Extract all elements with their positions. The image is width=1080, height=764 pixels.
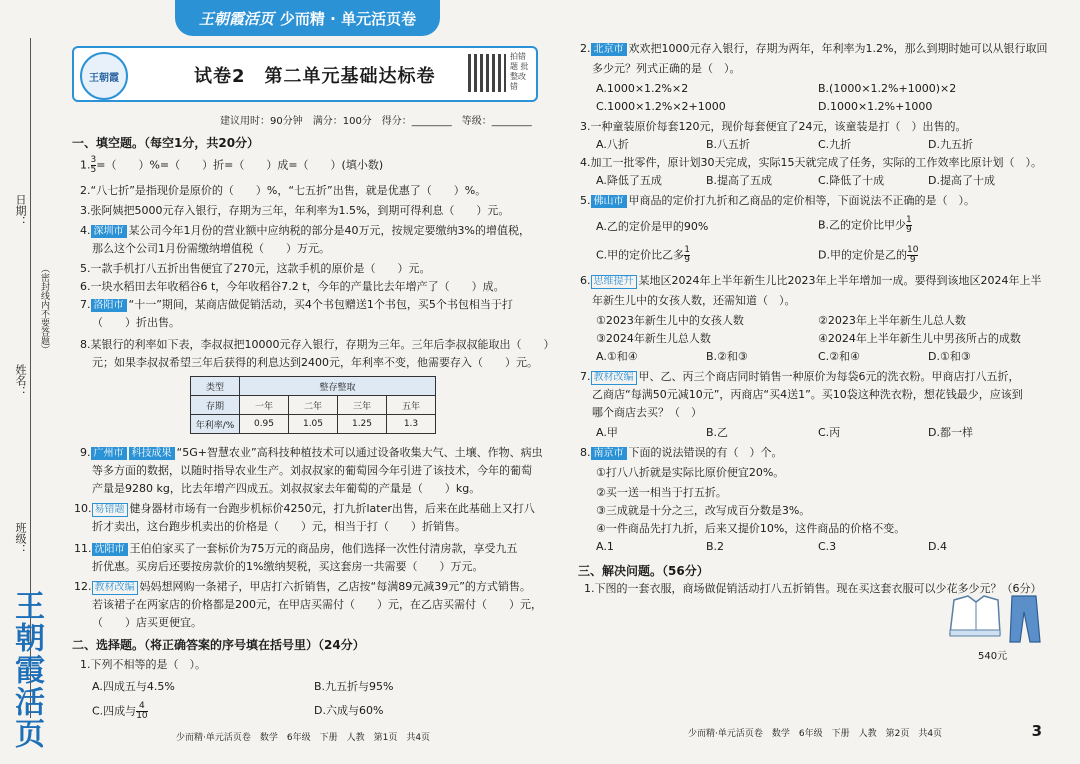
choice-q1-a: A.四成五与4.5%: [92, 680, 175, 693]
fill-q11: 11. 沈阳市 王伯伯家买了一套标价为75万元的商品房，他们选择一次性付清房款，享受九五: [74, 542, 518, 555]
page-number: 3: [1031, 722, 1042, 740]
fill-q7: 7. 洛阳市 “十一”期间，某商店做促销活动，买4个书包赠送1个书包，买5个书包相当于打: [80, 298, 513, 311]
choice-q6-b: B.②和③: [706, 350, 748, 363]
region-tag: 洛阳市: [91, 299, 127, 312]
fill-q12-cont2: （ ）店买更便宜。: [92, 616, 202, 629]
choice-q2-c: C.1000×1.2%×2+1000: [596, 100, 726, 113]
seal-notice: （密封线内不要答题）: [39, 264, 49, 354]
choice-q8-a: A.1: [596, 540, 614, 553]
choice-q2-b: B.(1000×1.2%+1000)×2: [818, 82, 957, 95]
choice-q2: 2. 北京市 欢欢把1000元存入银行，存期为两年，年利率为1.2%，那么到期时她可以从银行取回: [580, 42, 1048, 55]
section-1-heading: 一、填空题。（每空1分，共20分）: [72, 136, 260, 150]
fraction: $\frac{3}{5}$: [90, 155, 97, 175]
fill-q8: 8.某银行的利率如下表，李叔叔把10000元存入银行，存期为三年。三年后李叔叔能取出（ ）: [80, 338, 555, 351]
class-label: 班级：: [14, 522, 27, 555]
fill-q10-cont: 折才卖出，这台跑步机卖出的价格是（ ）元，相当于打（ ）折销售。: [92, 520, 466, 533]
table-cell: 二年: [289, 396, 338, 415]
table-cell: 三年: [338, 396, 387, 415]
choice-q5-a: A.乙的定价是甲的90%: [596, 220, 709, 233]
fill-q3: 3.张阿姨把5000元存入银行，存期为三年，年利率为1.5%，到期可得利息（ ）元。: [80, 204, 510, 217]
choice-q6: 6. 思维提升 某地区2024年上半年新生儿比2023年上半年增加一成。要得到该地区2024年上半: [580, 274, 1042, 287]
choice-q3-b: B.八五折: [706, 138, 751, 151]
fill-q5: 5.一款手机打八五折出售便宜了270元，这款手机的原价是（ ）元。: [80, 262, 431, 275]
choice-q1-b: B.九五折与95%: [314, 680, 394, 693]
choice-q1: 1.下列不相等的是（ ）。: [80, 658, 206, 671]
choice-q7-b: B.乙: [706, 426, 729, 439]
choice-q7: 7. 教材改编 甲、乙、丙三个商店同时销售一种原价为每袋6元的洗衣粉。甲商店打八五折，: [580, 370, 1020, 383]
choice-q1-d: D.六成与60%: [314, 704, 384, 717]
table-cell: 类型: [191, 377, 240, 396]
problem-q1: 1.下图的一套衣服，商场做促销活动打八五折销售。现在买这套衣服可以少花多少元？（6分）: [584, 582, 1042, 595]
fill-q7-cont: （ ）折出售。: [92, 316, 180, 329]
region-tag: 深圳市: [91, 225, 127, 238]
choice-q8-opt3: ③三成就是十分之三，改写成百分数是3%。: [596, 504, 811, 517]
brand-logo: 王朝霞: [80, 52, 128, 100]
choice-q7-cont1: 乙商店“每满50元减10元”，丙商店“买4送1”。买10袋这种洗衣粉，想花钱最少，应该到: [592, 388, 1023, 401]
choice-q8-b: B.2: [706, 540, 725, 553]
name-label: 姓名：: [14, 364, 27, 397]
choice-q3-a: A.八折: [596, 138, 629, 151]
section-3-heading: 三、解决问题。（56分）: [578, 564, 709, 578]
choice-q6-cont: 年新生儿中的女孩人数，还需知道（ ）。: [592, 294, 796, 307]
fill-q11-cont: 折优惠。买房后还要按房款价的1%缴纳契税，买这套房一共需要（ ）万元。: [92, 560, 484, 573]
choice-q4-a: A.降低了五成: [596, 174, 662, 187]
choice-q8-c: C.3: [818, 540, 837, 553]
page-title: 试卷2 第二单元基础达标卷: [194, 66, 436, 87]
fill-q8-cont: 元；如果李叔叔希望三年后获得的利息达到2400元，年利率不变，他需要存入（ ）元。: [92, 356, 538, 369]
choice-q5-c: C.甲的定价比乙多 $\frac{1}{9}$: [596, 245, 690, 265]
clothes-price: 540元: [978, 651, 1008, 662]
choice-q2-a: A.1000×1.2%×2: [596, 82, 689, 95]
header-banner: [175, 0, 440, 36]
fill-q6: 6.一块水稻田去年收稻谷6 t，今年收稻谷7.2 t，今年的产量比去年增产了（ ）成。: [80, 280, 505, 293]
choice-q2-cont: 多少元？列式正确的是（ ）。: [592, 62, 741, 75]
choice-q6-opt4: ④2024年上半年新生儿中男孩所占的成数: [818, 332, 1021, 345]
table-cell: 1.25: [338, 415, 387, 434]
fraction: $\frac{4}{10}$: [136, 701, 148, 721]
choice-q8: 8. 南京市 下面的说法错误的有（ ）个。: [580, 446, 783, 459]
choice-q7-cont2: 哪个商店去买？（ ）: [592, 406, 702, 419]
fill-q9: 9. 广州市 科技成果 “5G+智慧农业”高科技种植技术可以通过设备收集大气、土壤、作物、病虫: [80, 446, 543, 459]
fill-q1: 1. $\frac{3}{5}$ =（ ）%=（ ）折=（ ）成=（ ）(填小数): [80, 155, 384, 175]
choice-q6-opt3: ③2024年新生儿总人数: [596, 332, 711, 345]
choice-q3-d: D.九五折: [928, 138, 973, 151]
fill-q9-cont1: 等多方面的数据，以随时指导农业生产。刘叔叔家的葡萄园今年引进了该技术，今年的葡萄: [92, 464, 532, 477]
fraction: $\frac{10}{9}$: [906, 245, 919, 265]
qr-code-icon[interactable]: [468, 54, 506, 92]
table-cell: 1.05: [289, 415, 338, 434]
brand-name: 王朝霞活页: [198, 9, 274, 28]
choice-q2-d: D.1000×1.2%+1000: [818, 100, 933, 113]
choice-q5: 5. 佛山市 甲商品的定价打九折和乙商品的定价相等，下面说法不正确的是（ ）。: [580, 194, 975, 207]
section-2-heading: 二、选择题。（将正确答案的序号填在括号里）（24分）: [72, 638, 365, 652]
choice-q6-opt1: ①2023年新生儿中的女孩人数: [596, 314, 744, 327]
choice-q7-a: A.甲: [596, 426, 618, 439]
side-logo: 王朝霞活页: [9, 590, 44, 750]
choice-q4-d: D.提高了十成: [928, 174, 995, 187]
choice-q5-d: D.甲的定价是乙的 $\frac{10}{9}$: [818, 245, 919, 265]
title-box: [72, 46, 538, 102]
date-label: 日期：: [14, 194, 27, 227]
footer-left: 少而精·单元活页卷 数学 6年级 下册 人教 第1页 共4页: [176, 733, 431, 743]
fraction: $\frac{1}{9}$: [684, 245, 690, 265]
choice-q6-a: A.①和④: [596, 350, 638, 363]
choice-q7-c: C.丙: [818, 426, 841, 439]
choice-q4-b: B.提高了五成: [706, 174, 773, 187]
table-cell: 1.3: [387, 415, 436, 434]
choice-q8-opt1: ①打八八折就是实际比原价便宜20%。: [596, 466, 785, 479]
table-cell: 存期: [191, 396, 240, 415]
series-name: 少而精 · 单元活页卷: [279, 9, 417, 28]
choice-q6-d: D.①和③: [928, 350, 971, 363]
choice-q4-c: C.降低了十成: [818, 174, 885, 187]
choice-q6-c: C.②和④: [818, 350, 860, 363]
clothes-illustration: [946, 594, 1042, 646]
choice-q4: 4.加工一批零件，原计划30天完成，实际15天就完成了任务，实际的工作效率比原计划（ ）。: [580, 156, 1042, 169]
choice-q1-c: C.四成与 $\frac{4}{10}$: [92, 701, 148, 721]
fill-q12: 12. 教材改编 妈妈想网购一条裙子，甲店打六折销售，乙店按“每满89元减39元”的方式销售。: [74, 580, 531, 593]
table-cell: 0.95: [240, 415, 289, 434]
table-cell: 年利率/%: [191, 415, 240, 434]
interest-rate-table: [190, 376, 436, 434]
fill-q4: 4. 深圳市 某公司今年1月份的营业额中应纳税的部分是40万元，按规定要缴纳3%的增值税，: [80, 224, 530, 237]
footer-right: 少而精·单元活页卷 数学 6年级 下册 人教 第2页 共4页: [688, 729, 943, 739]
fill-q10: 10. 易错题 健身器材市场有一台跑步机标价4250元，打九折later出售，后来在此基础上又打八: [74, 502, 535, 515]
qr-label: 拍错题 批整改错: [510, 52, 529, 91]
choice-q8-opt2: ②买一送一相当于打五折。: [596, 486, 727, 499]
table-cell: 一年: [240, 396, 289, 415]
choice-q3: 3.一种童装原价每套120元，现价每套便宜了24元，该童装是打（ ）出售的。: [580, 120, 967, 133]
fill-q2: 2.“八七折”是指现价是原价的（ ）%，“七五折”出售，就是优惠了（ ）%。: [80, 184, 487, 197]
exam-info: 建议用时：90分钟 满分：100分 得分：________ 等级：________: [220, 116, 532, 127]
choice-q8-d: D.4: [928, 540, 947, 553]
choice-q3-c: C.九折: [818, 138, 852, 151]
choice-q6-opt2: ②2023年上半年新生儿总人数: [818, 314, 966, 327]
choice-q7-d: D.都一样: [928, 426, 973, 439]
fill-q9-cont2: 产量是9280 kg，比去年增产四成五。刘叔叔家去年葡萄的产量是（ ）kg。: [92, 482, 481, 495]
table-cell: 整存整取: [240, 377, 436, 396]
jacket-icon: [950, 596, 1000, 636]
fill-q12-cont1: 若该裙子在两家店的价格都是200元，在甲店买需付（ ）元，在乙店买需付（ ）元，: [92, 598, 542, 611]
table-cell: 五年: [387, 396, 436, 415]
pants-icon: [1010, 596, 1040, 642]
fill-q4-cont: 那么这个公司1月份需缴纳增值税（ ）万元。: [92, 242, 330, 255]
fraction: $\frac{1}{9}$: [906, 215, 912, 235]
choice-q8-opt4: ④一件商品先打九折，后来又提价10%，这件商品的价格不变。: [596, 522, 906, 535]
choice-q5-b: B.乙的定价比甲少 $\frac{1}{9}$: [818, 215, 912, 235]
